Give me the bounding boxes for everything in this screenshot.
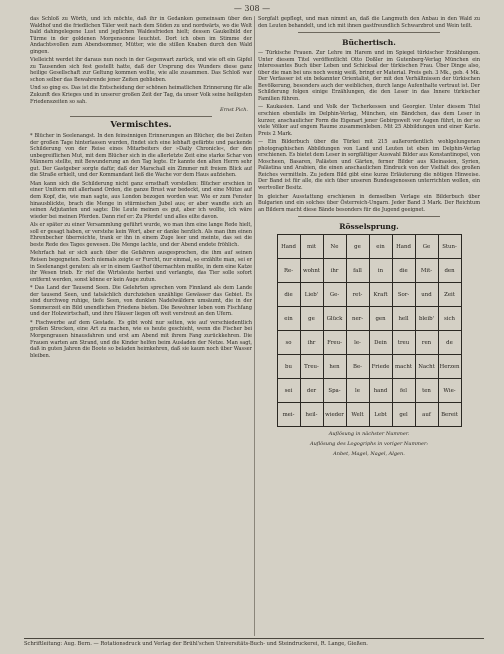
puzzle-cell: ihr (323, 259, 346, 283)
left-column (30, 16, 252, 636)
puzzle-cell: Welt (346, 403, 369, 427)
puzzle-row (277, 379, 461, 403)
puzzle-cell: de (438, 331, 461, 355)
vermischtes-paragraph-5: * Das Land der Tausend Seen. Die Gelehrten sprechen vom Finnland als dem Lande der tausend Seen, und tatsächlich durchziehen unzählige Gewässer das Gebiet. Es sind durchweg ruhige, tiefe Seen, von dunklen Nadelwäldern umsäumt, die in der Sommerzeit ein Bild unendlichen Friedens bieten. Die Bewohner leben vom Fischfang und der Holzwirtschaft, und ihre Häuser liegen oft weit verstreut an den Ufern. (30, 285, 252, 318)
right-column (258, 16, 480, 636)
intro-paragraph-1: das Schloß zu Wörth, und ich möchte, daß ihr in Gedanken gemeinsam über den Waldhof und die friedlichen Täler weit nach dem Süden zu und nordwärts, wo die Welt bald dahingelegene Lust und jeglichen Waldesfrieden hielt; dessen Gaukelbild der Türme in der goldenen Morgensonne leuchtet. Dort ich oben im Stimme der Andachtsvollen zum Abendsommer, Mütter, wie die stillen Knaben durch den Wald gingen. (30, 16, 252, 55)
puzzle-cell: heil- (300, 403, 323, 427)
puzzle-cell: der (300, 379, 323, 403)
puzzle-cell: le (346, 379, 369, 403)
puzzle-cell: ein (277, 307, 300, 331)
puzzle-cell: sich (438, 307, 461, 331)
puzzle-cell: wieder (323, 403, 346, 427)
puzzle-cell: bleib' (415, 307, 438, 331)
puzzle-cell: bu (277, 355, 300, 379)
puzzle-cell: Freu- (323, 331, 346, 355)
puzzle-cell: hen (323, 355, 346, 379)
column-rule (254, 16, 255, 636)
vermischtes-paragraph-3: Als er später zu einer Versammlung geführt wurde, wo man ihm eine lange Rede hielt, soll er gesagt haben, er verstehe kein Wort, aber er danke herzlich. Als man ihm einen Ehrenbecher überreichte, trank er ihn in einem Zuge leer und meinte, das sei die beste Rede des Tages gewesen. Die Menge lachte, und der Abend endete fröhlich. (30, 222, 252, 248)
puzzle-cell: wohnt (300, 259, 323, 283)
puzzle-cell: Lebt (369, 403, 392, 427)
solution-answer: Anbet, Magel, Nagel, Algen. (333, 451, 405, 458)
puzzle-cell: Lieb' (300, 283, 323, 307)
puzzle-cell: Ge- (323, 283, 346, 307)
puzzle-cell: und (415, 283, 438, 307)
puzzle-cell: Treu- (300, 355, 323, 379)
puzzle-cell: Wie- (438, 379, 461, 403)
puzzle-caption: Auflösung in nächster Nummer. (328, 431, 410, 438)
section-divider (298, 32, 440, 33)
puzzle-cell: die (392, 259, 415, 283)
puzzle-cell: ner- (346, 307, 369, 331)
puzzle-cell: Ne (323, 235, 346, 259)
puzzle-row (277, 283, 461, 307)
book-review-1: — Türkische Frauen. Zur Lehre im Harem und im Spiegel türkischer Erzählungen. Unter diesem Titel veröffentlicht Otto Doßler im Gutenberg-Verlag München ein interessantes Buch über Leben und Schicksal der türkischen Frau. Über Dinge also, über die man bei uns noch wenig weiß, bringt er Material. Preis geh. 3 Mk., geb. 4 Mk. Der Verfasser ist ein bekannter Orientalist, der mit den Verhältnissen der türkischen Bevölkerung, besonders auch der weiblichen, durch lange Aufenthalte vertraut ist. Der Schilderung folgen einige Erzählungen, die den Leser in das Innere türkischer Familien führen. (258, 50, 480, 102)
puzzle-cell: Hand (392, 235, 415, 259)
puzzle-row (277, 307, 461, 331)
puzzle-cell: Be- (346, 355, 369, 379)
puzzle-cell: Mit- (415, 259, 438, 283)
puzzle-cell: ret- (346, 283, 369, 307)
puzzle-heading: Rösselsprung. (339, 222, 399, 232)
section-divider (70, 116, 212, 117)
puzzle-cell: gel (392, 403, 415, 427)
puzzle-cell: Herzen (438, 355, 461, 379)
puzzle-cell: Bereit (438, 403, 461, 427)
buechertisch-heading: Büchertisch. (342, 38, 396, 48)
vermischtes-heading: Vermischtes. (110, 120, 172, 131)
puzzle-cell: sei (277, 379, 300, 403)
puzzle-cell: in (369, 259, 392, 283)
vermischtes-paragraph-2: Man kann sich die Schilderung nicht ganz ernsthaft vorstellen: Blücher erschien in einer Uniform mit allerhand Orden, die ganze Brust war bedeckt, und eine Mütze auf dem Kopf, die, wie man sagte, aus London bezogen worden war. Wie er zum Fenster hinausblickte, brach die Menge in stürmischen Jubel aus; er aber wandte sich an seinen Adjutanten und sagte: Die Leute meinen es gut, aber ich wollte, ich wäre wieder bei meinen Pferden. Dann rief er: Zu Pferde! und alles eilte davon. (30, 180, 252, 220)
puzzle-cell: Zeit (438, 283, 461, 307)
puzzle-row (277, 331, 461, 355)
puzzle-cell: Spa- (323, 379, 346, 403)
puzzle-cell: ten (415, 379, 438, 403)
puzzle-cell: Stun- (438, 235, 461, 259)
intro-signature: Ernst Pich. (220, 107, 248, 114)
puzzle-cell: mei- (277, 403, 300, 427)
book-review-2: — Kaukasien. Land und Volk der Tscherkessen und Georgier. Unter diesem Titel erschien ebenfalls im Delphin-Verlag, München, ein Bändchen, das dem Leser in kurzer, anschaulicher Form die Eigenart jener Gebirgswelt vor Augen führt, in der so viele Völker auf engem Raume zusammenleben. Mit 25 Abbildungen und einer Karte. Preis 2 Mark. (258, 104, 480, 137)
puzzle-cell: le- (346, 331, 369, 355)
puzzle-row (277, 355, 461, 379)
puzzle-cell: Re- (277, 259, 300, 283)
puzzle-cell: Friede (369, 355, 392, 379)
puzzle-cell: auf (415, 403, 438, 427)
puzzle-cell: treu (392, 331, 415, 355)
puzzle-cell: ein (369, 235, 392, 259)
vermischtes-paragraph-1: * Blücher in Seelenangst. In den feinsinnigen Erinnerungen an Blücher, die bei Zeiten der großen Tage hinterlassen wurden, findet sich eine lebhaft gefärbte und packende Schilderung von der Reise eines Mitarbeiters der »Daily Chronicle«, der den unbegreiflichen Mut, mit dem Blücher sich in die allerletzte Zeit eine starke Schar von Männern stellte, mit Bewunderung an den Tag legte. Er kannte den alten Herrn sehr gut. Der Gastgeber sorgte dafür, daß der Marschall ein Zimmer mit freiem Blick auf die Straße erhielt, und der Kommandant ließ die Wache vor dem Haus aufziehen. (30, 133, 252, 179)
book-review-4: In gleicher Ausstattung erschienen in demselben Verlage ein Bilderbuch über Bulgarien und ein solches über Österreich-Ungarn. Jeder Band 3 Mark. Der Reichtum an Bildern macht diese Bände besonders für die Jugend geeignet. (258, 193, 480, 213)
puzzle-container (258, 234, 480, 427)
puzzle-cell: ren (415, 331, 438, 355)
puzzle-cell: die (277, 283, 300, 307)
puzzle-cell: Glück (323, 307, 346, 331)
puzzle-cell: ihr (300, 331, 323, 355)
puzzle-cell: mit (300, 235, 323, 259)
puzzle-cell: ge (300, 307, 323, 331)
puzzle-cell: Ge (415, 235, 438, 259)
page-number: — 308 — (233, 4, 271, 13)
puzzle-row (277, 259, 461, 283)
vermischtes-paragraph-6: * Fischwerbe auf dem Gestade. Es gibt wohl nur selten, wie auf verschiedentlich großen Strecken, eine Art zu machen, wie es heute geschieht, wenn die Fischer bei Morgengrauen hinausfahren und erst am Abend mit ihrem Fang zurückkehren. Die Frauen warten am Strand, und die Kinder helfen beim Ausladen der Netze. Man sagt, daß in guten Jahren die Boote so beladen heimkehren, daß sie kaum noch über Wasser bleiben. (30, 319, 252, 359)
puzzle-cell: so (277, 331, 300, 355)
right-intro-paragraph: Sorgfalt gepflegt, und man nimmt an, daß die Langmuth den Anbau in den Wald zu den Leuten behandelt, und ich mit ihnen gastfreundlich Schwarzbrot und Wein teilt. (258, 16, 480, 29)
intro-paragraph-3: Und so ging es. Das ist die Entscheidung der schönen heimatlichen Erinnerung für alle Zukunft des Krieges und in unserer großen Zeit der Tag, da unser Volk seine heiligsten Friedenszeiten so sah. (30, 85, 252, 105)
puzzle-cell: Sor- (392, 283, 415, 307)
intro-paragraph-2: Vielleicht werdet ihr daraus nun noch in der Gegenwart zurück, und wie oft ein Gipfel zu Tausenden sich fest gestellt hatte, daß der Ursprung des Wunders diese ganz heilige Gesellschaft zur Geltung kommen wollte, wie alle zusammen. Das Schloß war schon selber das Bewahrende jener Zeiten geblieben. (30, 57, 252, 83)
roesselsprung-grid (277, 234, 462, 427)
puzzle-cell: hell (392, 307, 415, 331)
puzzle-row (277, 235, 461, 259)
puzzle-cell: fall (346, 259, 369, 283)
vermischtes-paragraph-4: Mehrfach hat er sich auch über die Gefahren ausgesprochen, die ihm auf seinen Reisen begegneten. Doch niemals zeigte er Furcht, nur einmal, so erzählte man, sei er in Seelenangst geraten: als er in einem Gasthof übernachten mußte, in dem eine Katze ihr Wesen trieb. Er rief die Wirtsleute herbei und verlangte, das Tier solle sofort entfernt werden, sonst könne er kein Auge zutun. (30, 250, 252, 283)
puzzle-cell: fel (392, 379, 415, 403)
puzzle-cell: ge (346, 235, 369, 259)
imprint-footer: Schriftleitung: Aug. Bern. — Rotationsdruck und Verlag der Brühl'schen Universitäts-Buch- und Steindruckerei, R. Lange, Gießen. (24, 638, 484, 647)
puzzle-cell: Hand (277, 235, 300, 259)
solution-label: Auflösung des Logogriphs in voriger Nummer: (309, 441, 429, 448)
puzzle-cell: hand (369, 379, 392, 403)
puzzle-cell: den (438, 259, 461, 283)
puzzle-cell: macht (392, 355, 415, 379)
puzzle-cell: Nacht (415, 355, 438, 379)
puzzle-cell: Dein (369, 331, 392, 355)
puzzle-cell: gen (369, 307, 392, 331)
puzzle-cell: Kraft (369, 283, 392, 307)
puzzle-row (277, 403, 461, 427)
book-review-3: — Ein Bilderbuch über die Türkei mit 215 außerordentlich wohlgelungenen photographischen Abbildungen von Land und Leuten ist eben im Delphin-Verlag erschienen. Es bietet dem Leser in sorgfältiger Auswahl Bilder aus Konstantinopel, von Moscheen, Basaren, Palästen und Gärten, ferner Bilder aus Kleinasien, Syrien, Palästina und Arabien, die einen anschaulichen Eindruck von der Vielfalt des großen Reiches vermitteln. Zu jedem Bild gibt eine kurze Erläuterung die nötigen Hinweise. Der Band ist für alle, die sich über unseren Bundesgenossen unterrichten wollen, ein wertvoller Besitz. (258, 139, 480, 192)
section-divider (298, 216, 440, 217)
